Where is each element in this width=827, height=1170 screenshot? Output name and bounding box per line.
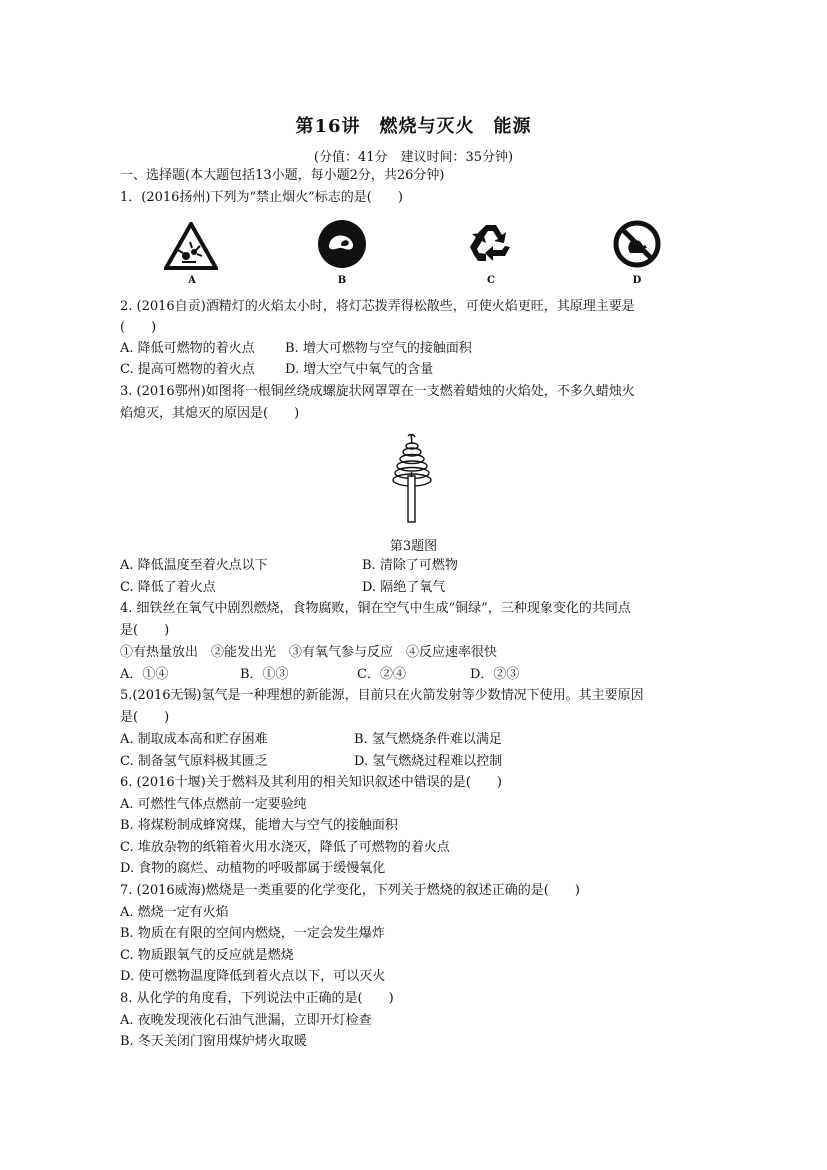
q3-option-d: D. 隔绝了氧气 bbox=[362, 580, 446, 595]
q6-stem: 6. (2016十堰)关于燃料及其利用的相关知识叙述中错误的是( ) bbox=[120, 775, 502, 790]
page-title: 第16讲 燃烧与灭火 能源 bbox=[295, 116, 532, 137]
q7-option-b: B. 物质在有限的空间内燃烧，一定会发生爆炸 bbox=[120, 926, 385, 941]
candle-copper-coil-figure bbox=[388, 432, 438, 528]
q6-option-a: A. 可燃性气体点燃前一定要验纯 bbox=[120, 797, 307, 812]
q1-stem: 1．(2016扬州)下列为“禁止烟火”标志的是( ) bbox=[120, 190, 403, 205]
flame-circle-icon bbox=[317, 219, 367, 273]
q3-option-a: A. 降低温度至着火点以下 bbox=[120, 558, 268, 573]
q6-option-b: B. 将煤粉制成蜂窝煤，能增大与空气的接触面积 bbox=[120, 818, 398, 833]
score-time-info: (分值：41分 建议时间：35分钟) bbox=[313, 150, 514, 165]
q8-stem: 8. 从化学的角度看，下列说法中正确的是( ) bbox=[120, 991, 394, 1006]
q5-stem-line2: 是( ) bbox=[120, 710, 170, 725]
q3-stem-line1: 3. (2016鄂州)如图将一根铜丝绕成螺旋状网罩罩在一支燃着蜡烛的火焰处，不多久蜡烛火 bbox=[120, 384, 635, 399]
q7-option-c: C. 物质跟氧气的反应就是燃烧 bbox=[120, 948, 294, 963]
option-label-c: C bbox=[487, 275, 495, 286]
option-label-d: D bbox=[632, 275, 642, 286]
q8-option-a: A. 夜晚发现液化石油气泄漏，立即开灯检查 bbox=[120, 1013, 372, 1028]
q7-option-d: D. 使可燃物温度降低到着火点以下，可以灭火 bbox=[120, 969, 386, 984]
q5-option-b: B. 氢气燃烧条件难以满足 bbox=[354, 732, 502, 747]
q5-stem-line1: 5.(2016无锡)氢气是一种理想的新能源，目前只在火箭发射等少数情况下使用。其主要原因 bbox=[120, 688, 644, 703]
q2-option-b: B. 增大可燃物与空气的接触面积 bbox=[285, 341, 472, 356]
q2-stem-line1: 2. (2016自贡)酒精灯的火焰太小时，将灯芯拨弄得松散些，可使火焰更旺，其原理主要是 bbox=[120, 299, 635, 314]
q5-option-d: D. 氢气燃烧过程难以控制 bbox=[354, 754, 503, 769]
q3-stem-line2: 焰熄灭，其熄灭的原因是( ) bbox=[120, 406, 300, 421]
q8-option-b: B. 冬天关闭门窗用煤炉烤火取暖 bbox=[120, 1034, 307, 1049]
q2-option-d: D. 增大空气中氧气的含量 bbox=[285, 362, 434, 377]
no-fire-icon bbox=[612, 219, 662, 273]
section-heading: 一、选择题(本大题包括13小题，每小题2分，共26分钟) bbox=[120, 168, 445, 183]
q4-stem-line2: 是( ) bbox=[120, 623, 170, 638]
q6-option-c: C. 堆放杂物的纸箱着火用水浇灭，降低了可燃物的着火点 bbox=[120, 840, 450, 855]
q7-option-a: A. 燃烧一定有火焰 bbox=[120, 905, 229, 920]
explosive-warning-icon bbox=[164, 222, 218, 274]
option-label-b: B bbox=[337, 275, 347, 286]
q2-option-c: C. 提高可燃物的着火点 bbox=[120, 362, 255, 377]
q5-option-a: A. 制取成本高和贮存困难 bbox=[120, 732, 268, 747]
figure-caption: 第3题图 bbox=[389, 539, 438, 554]
q4-option-d: D．②③ bbox=[470, 667, 520, 682]
q4-option-c: C．②④ bbox=[357, 667, 406, 682]
q2-option-a: A. 降低可燃物的着火点 bbox=[120, 341, 255, 356]
q4-option-b: B．①③ bbox=[240, 667, 289, 682]
q2-stem-line2: ( ) bbox=[120, 320, 157, 335]
q4-items: ①有热量放出 ②能发出光 ③有氧气参与反应 ④反应速率很快 bbox=[120, 645, 498, 660]
option-label-a: A bbox=[188, 275, 196, 286]
q5-option-c: C. 制备氢气原料极其匮乏 bbox=[120, 754, 268, 769]
q3-option-c: C. 降低了着火点 bbox=[120, 580, 216, 595]
q4-option-a: A．①④ bbox=[120, 667, 169, 682]
q4-stem-line1: 4. 细铁丝在氧气中剧烈燃烧，食物腐败，铜在空气中生成“铜绿”，三种现象变化的共同点 bbox=[120, 601, 631, 616]
q3-option-b: B. 清除了可燃物 bbox=[362, 558, 458, 573]
q6-option-d: D. 食物的腐烂、动植物的呼吸都属于缓慢氧化 bbox=[120, 861, 386, 876]
q7-stem: 7. (2016威海)燃烧是一类重要的化学变化，下列关于燃烧的叙述正确的是( ) bbox=[120, 883, 580, 898]
recycle-icon bbox=[466, 219, 516, 273]
